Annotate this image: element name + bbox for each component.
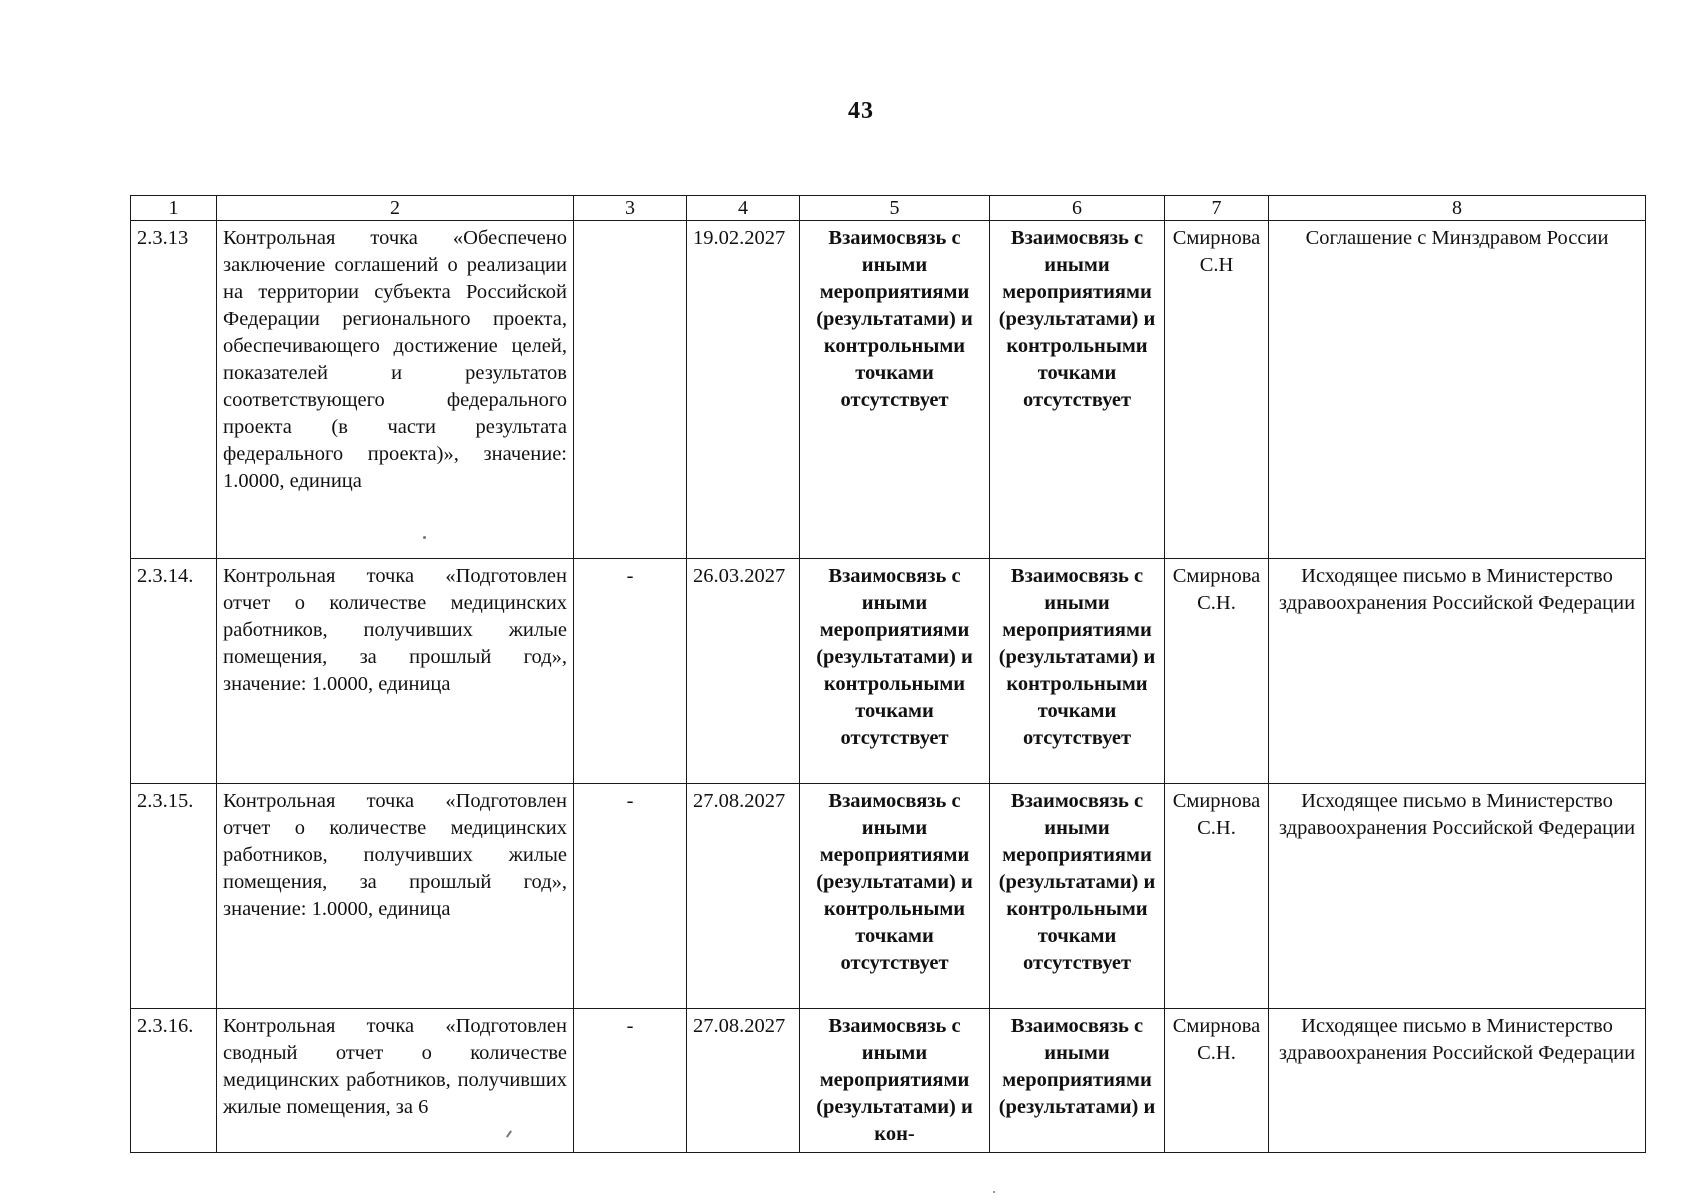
header-col-1: 1 (131, 196, 217, 221)
header-col-8: 8 (1269, 196, 1646, 221)
header-col-2: 2 (217, 196, 574, 221)
row-col3: - (574, 784, 687, 1009)
scan-speck (993, 1191, 995, 1193)
header-col-3: 3 (574, 196, 687, 221)
row-date: 27.08.2027 (687, 1009, 800, 1153)
row-responsible: Смирнова С.Н (1165, 221, 1269, 559)
row-number: 2.3.16. (131, 1009, 217, 1153)
row-responsible: Смирнова С.Н. (1165, 1009, 1269, 1153)
table-row (131, 559, 1646, 784)
row-col3: - (574, 1009, 687, 1153)
row-col6: Взаимосвязь с иными мероприятиями (результатами) и контрольными точками отсутствует (990, 221, 1165, 559)
row-responsible: Смирнова С.Н. (1165, 784, 1269, 1009)
header-row (131, 196, 1646, 221)
page-number: 43 (848, 98, 874, 124)
row-col3 (574, 221, 687, 559)
row-document: Исходящее письмо в Министерство здравоохранения Российской Федерации (1269, 559, 1646, 784)
row-number: 2.3.14. (131, 559, 217, 784)
row-number: 2.3.13 (131, 221, 217, 559)
row-col3: - (574, 559, 687, 784)
row-col5: Взаимосвязь с иными мероприятиями (результатами) и кон- (800, 1009, 990, 1153)
row-description: Контрольная точка «Подготовлен сводный отчет о количестве медицинских работников, получивших жилые помещения, за 6 (217, 1009, 574, 1153)
header-col-6: 6 (990, 196, 1165, 221)
row-responsible: Смирнова С.Н. (1165, 559, 1269, 784)
table-row (131, 1009, 1646, 1153)
table-row (131, 221, 1646, 559)
row-col5: Взаимосвязь с иными мероприятиями (результатами) и контрольными точками отсутствует (800, 784, 990, 1009)
row-col5: Взаимосвязь с иными мероприятиями (результатами) и контрольными точками отсутствует (800, 221, 990, 559)
row-document: Исходящее письмо в Министерство здравоохранения Российской Федерации (1269, 1009, 1646, 1153)
scan-speck (423, 536, 426, 539)
row-date: 19.02.2027 (687, 221, 800, 559)
row-document: Исходящее письмо в Министерство здравоохранения Российской Федерации (1269, 784, 1646, 1009)
row-col6: Взаимосвязь с иными мероприятиями (результатами) и контрольными точками отсутствует (990, 784, 1165, 1009)
row-number: 2.3.15. (131, 784, 217, 1009)
row-col6: Взаимосвязь с иными мероприятиями (результатами) и (990, 1009, 1165, 1153)
row-col5: Взаимосвязь с иными мероприятиями (результатами) и контрольными точками отсутствует (800, 559, 990, 784)
row-description: Контрольная точка «Подготовлен отчет о количестве медицинских работников, получивших жилые помещения, за прошлый год», значение: 1.0000, единица (217, 559, 574, 784)
row-col6: Взаимосвязь с иными мероприятиями (результатами) и контрольными точками отсутствует (990, 559, 1165, 784)
row-description: Контрольная точка «Обеспечено заключение соглашений о реализации на территории субъекта Российской Федерации регионального проекта, обеспечивающего достижение целей, показателей и результатов соответствующего федерального проекта (в части результата федерального проекта)», значение: 1.0000, единица (217, 221, 574, 559)
table-row (131, 784, 1646, 1009)
plan-table (130, 195, 1646, 1153)
row-description: Контрольная точка «Подготовлен отчет о количестве медицинских работников, получивших жилые помещения, за прошлый год», значение: 1.0000, единица (217, 784, 574, 1009)
header-col-4: 4 (687, 196, 800, 221)
row-document: Соглашение с Минздравом России (1269, 221, 1646, 559)
header-col-5: 5 (800, 196, 990, 221)
row-date: 26.03.2027 (687, 559, 800, 784)
row-date: 27.08.2027 (687, 784, 800, 1009)
header-col-7: 7 (1165, 196, 1269, 221)
